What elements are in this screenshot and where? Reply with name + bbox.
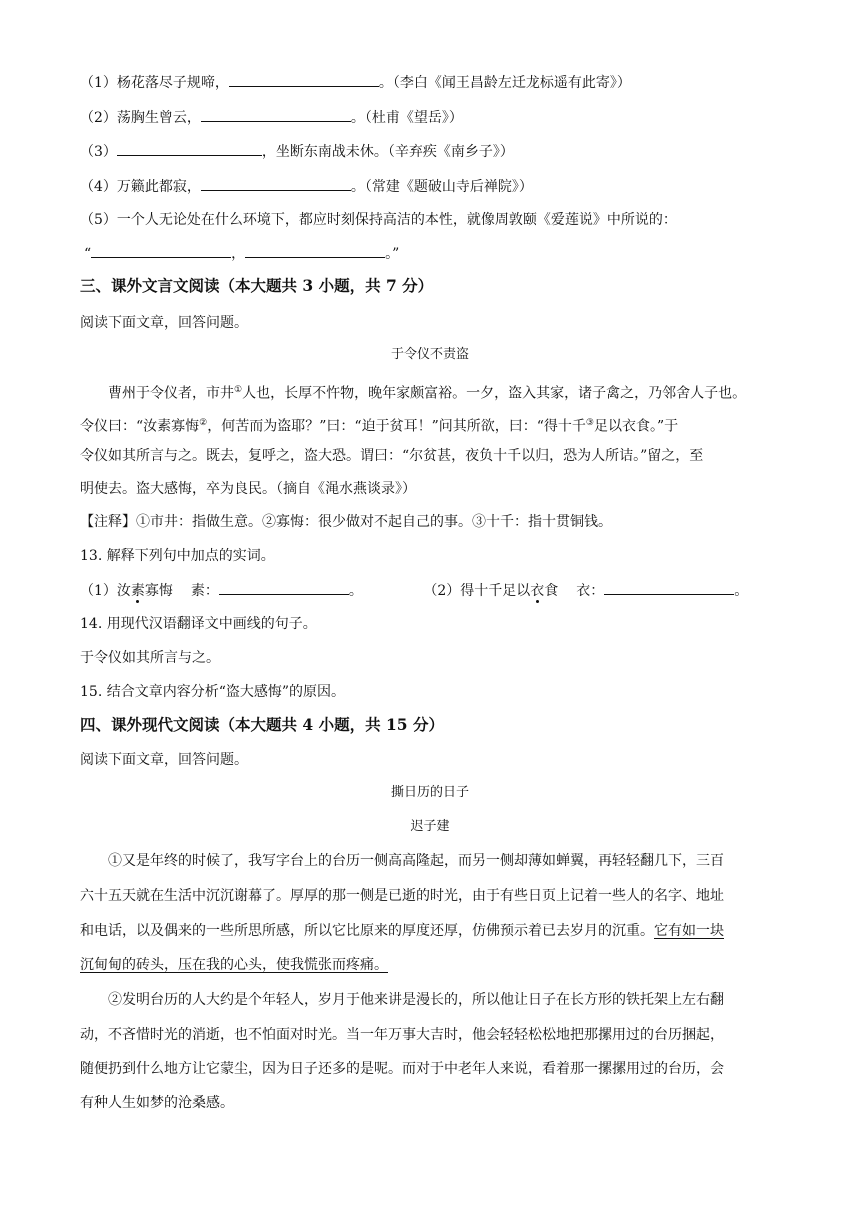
text: 素： — [190, 583, 219, 599]
text: （2）得十千足以 — [423, 583, 531, 599]
underlined-sentence: 沉甸甸的砖头，压在我的心头，使我慌张而疼痛。 — [80, 957, 388, 973]
text: 曹州于令仪者，市井 — [108, 385, 234, 402]
question-line-3 — [80, 141, 780, 162]
text: （1）汝 — [80, 583, 131, 599]
article-author: 迟子建 — [410, 819, 450, 834]
article-line: ②发明台历的人大约是个年轻人，岁月于他来讲是漫长的，所以他让日子在长方形的铁托架上左右翻 — [108, 992, 724, 1008]
question-text: （5）一个人无论处在什么环境下，都应时刻保持高洁的本性，就像周敦颐《爱莲说》中所说的： — [80, 212, 677, 228]
section-intro: 阅读下面文章，回答问题。 — [80, 752, 248, 768]
answer-blank[interactable] — [245, 243, 385, 258]
question-source: ，坐断东南战未休。（辛弃疾《南乡子》） — [261, 144, 514, 160]
answer-blank[interactable] — [91, 243, 231, 258]
text: 衣： — [576, 583, 605, 599]
article-title: 撕日历的日子 — [390, 785, 469, 800]
period: 。 — [734, 583, 749, 599]
text: 和电话，以及偶来的一些所思所感，所以它比原来的厚度还厚，仿佛预示着已去岁月的沉重。 — [80, 923, 654, 939]
article-line: 六十五天就在生活中沉沉谢幕了。厚厚的那一侧是已逝的时光，由于有些日页上记着一些人的名字、地址 — [80, 888, 724, 904]
question-line-4 — [80, 176, 780, 197]
section-heading-3: 三、课外文言文阅读（本大题共 3 小题，共 7 分） — [80, 276, 434, 295]
question-source: 。（李白《闻王昌龄左迁龙标遥有此寄》） — [378, 75, 631, 91]
text: 足以衣食。”于 — [593, 418, 679, 435]
answer-blank[interactable] — [117, 141, 262, 156]
question-13-items — [80, 580, 780, 601]
footnote-marker: ① — [234, 385, 243, 395]
text: 人也，长厚不忤物，晚年家颇富裕。一夕，盗入其家，诸子禽之，乃邻舍人子也。 — [242, 385, 747, 402]
question-line-5 — [80, 210, 780, 230]
question-14: 14. 用现代汉语翻译文中画线的句子。 — [80, 616, 317, 632]
passage-line — [108, 380, 788, 404]
question-source: 。（杜甫《望岳》） — [350, 110, 463, 126]
answer-blank[interactable] — [229, 72, 379, 87]
article-line — [80, 921, 780, 941]
question-text: （2）荡胸生曾云， — [80, 110, 201, 126]
answer-blank[interactable] — [219, 580, 349, 595]
dotted-word: 衣 — [530, 583, 545, 599]
passage-line: 令仪如其所言与之。既去，复呼之，盗大恐。谓曰：“尔贫甚，夜负十千以归，恐为人所诘。”留之，至 — [80, 448, 704, 464]
period: 。 — [348, 583, 363, 599]
article-line — [80, 955, 780, 975]
answer-blank[interactable] — [201, 107, 351, 122]
open-quote: “ — [84, 246, 92, 262]
text: 食 — [544, 583, 559, 599]
question-text: （1）杨花落尽子规啼， — [80, 75, 229, 91]
underlined-sentence: 它有如一块 — [654, 923, 724, 939]
annotation-note: 【注释】①市井：指做生意。②寡悔：很少做对不起自己的事。③十千：指十贯铜钱。 — [80, 514, 612, 530]
question-source: 。（常建《题破山寺后禅院》） — [350, 179, 533, 195]
question-13: 13. 解释下列句中加点的实词。 — [80, 548, 275, 564]
question-line-2 — [80, 107, 780, 128]
question-text: （3） — [80, 144, 117, 160]
section-intro: 阅读下面文章，回答问题。 — [80, 315, 248, 331]
article-line: 随便扔到什么地方让它蒙尘，因为日子还多的是呢。而对于中老年人来说，看着那一摞摞用过的台历，会 — [80, 1061, 724, 1077]
text: 令仪曰：“汝素寡悔 — [80, 418, 200, 435]
passage-line — [80, 413, 780, 437]
footnote-marker: ② — [199, 418, 208, 428]
question-15: 15. 结合文章内容分析“盗大感悔”的原因。 — [80, 684, 346, 700]
answer-blank[interactable] — [201, 176, 351, 191]
answer-blank[interactable] — [604, 580, 734, 595]
article-line: 动，不吝惜时光的消逝，也不怕面对时光。当一年万事大吉时，他会轻轻松松地把那摞用过的台历捆起， — [80, 1027, 724, 1043]
passage-line: 明使去。盗大感悔，卒为良民。（摘自《渑水燕谈录》） — [80, 481, 416, 497]
passage-title: 于令仪不责盗 — [390, 347, 469, 362]
question-line-1 — [80, 72, 780, 93]
question-14-sentence: 于令仪如其所言与之。 — [80, 650, 220, 666]
section-heading-4: 四、课外现代文阅读（本大题共 4 小题，共 15 分） — [80, 715, 444, 734]
question-text: （4）万籁此都寂， — [80, 179, 201, 195]
footnote-marker: ③ — [585, 418, 594, 428]
text: ，何苦而为盗耶？”曰：“迫于贫耳！”问其所欲，曰：“得十千 — [207, 418, 586, 435]
dotted-word: 素 — [130, 583, 145, 599]
article-line: ①又是年终的时候了，我写字台上的台历一侧高高隆起，而另一侧却薄如蝉翼，再轻轻翻几下，三百 — [108, 853, 724, 869]
question-line-5-blanks — [84, 243, 784, 264]
text: 寡悔 — [144, 583, 173, 599]
article-line: 有种人生如梦的沧桑感。 — [80, 1095, 234, 1111]
comma: ， — [231, 246, 246, 262]
close-quote: 。” — [385, 246, 400, 262]
